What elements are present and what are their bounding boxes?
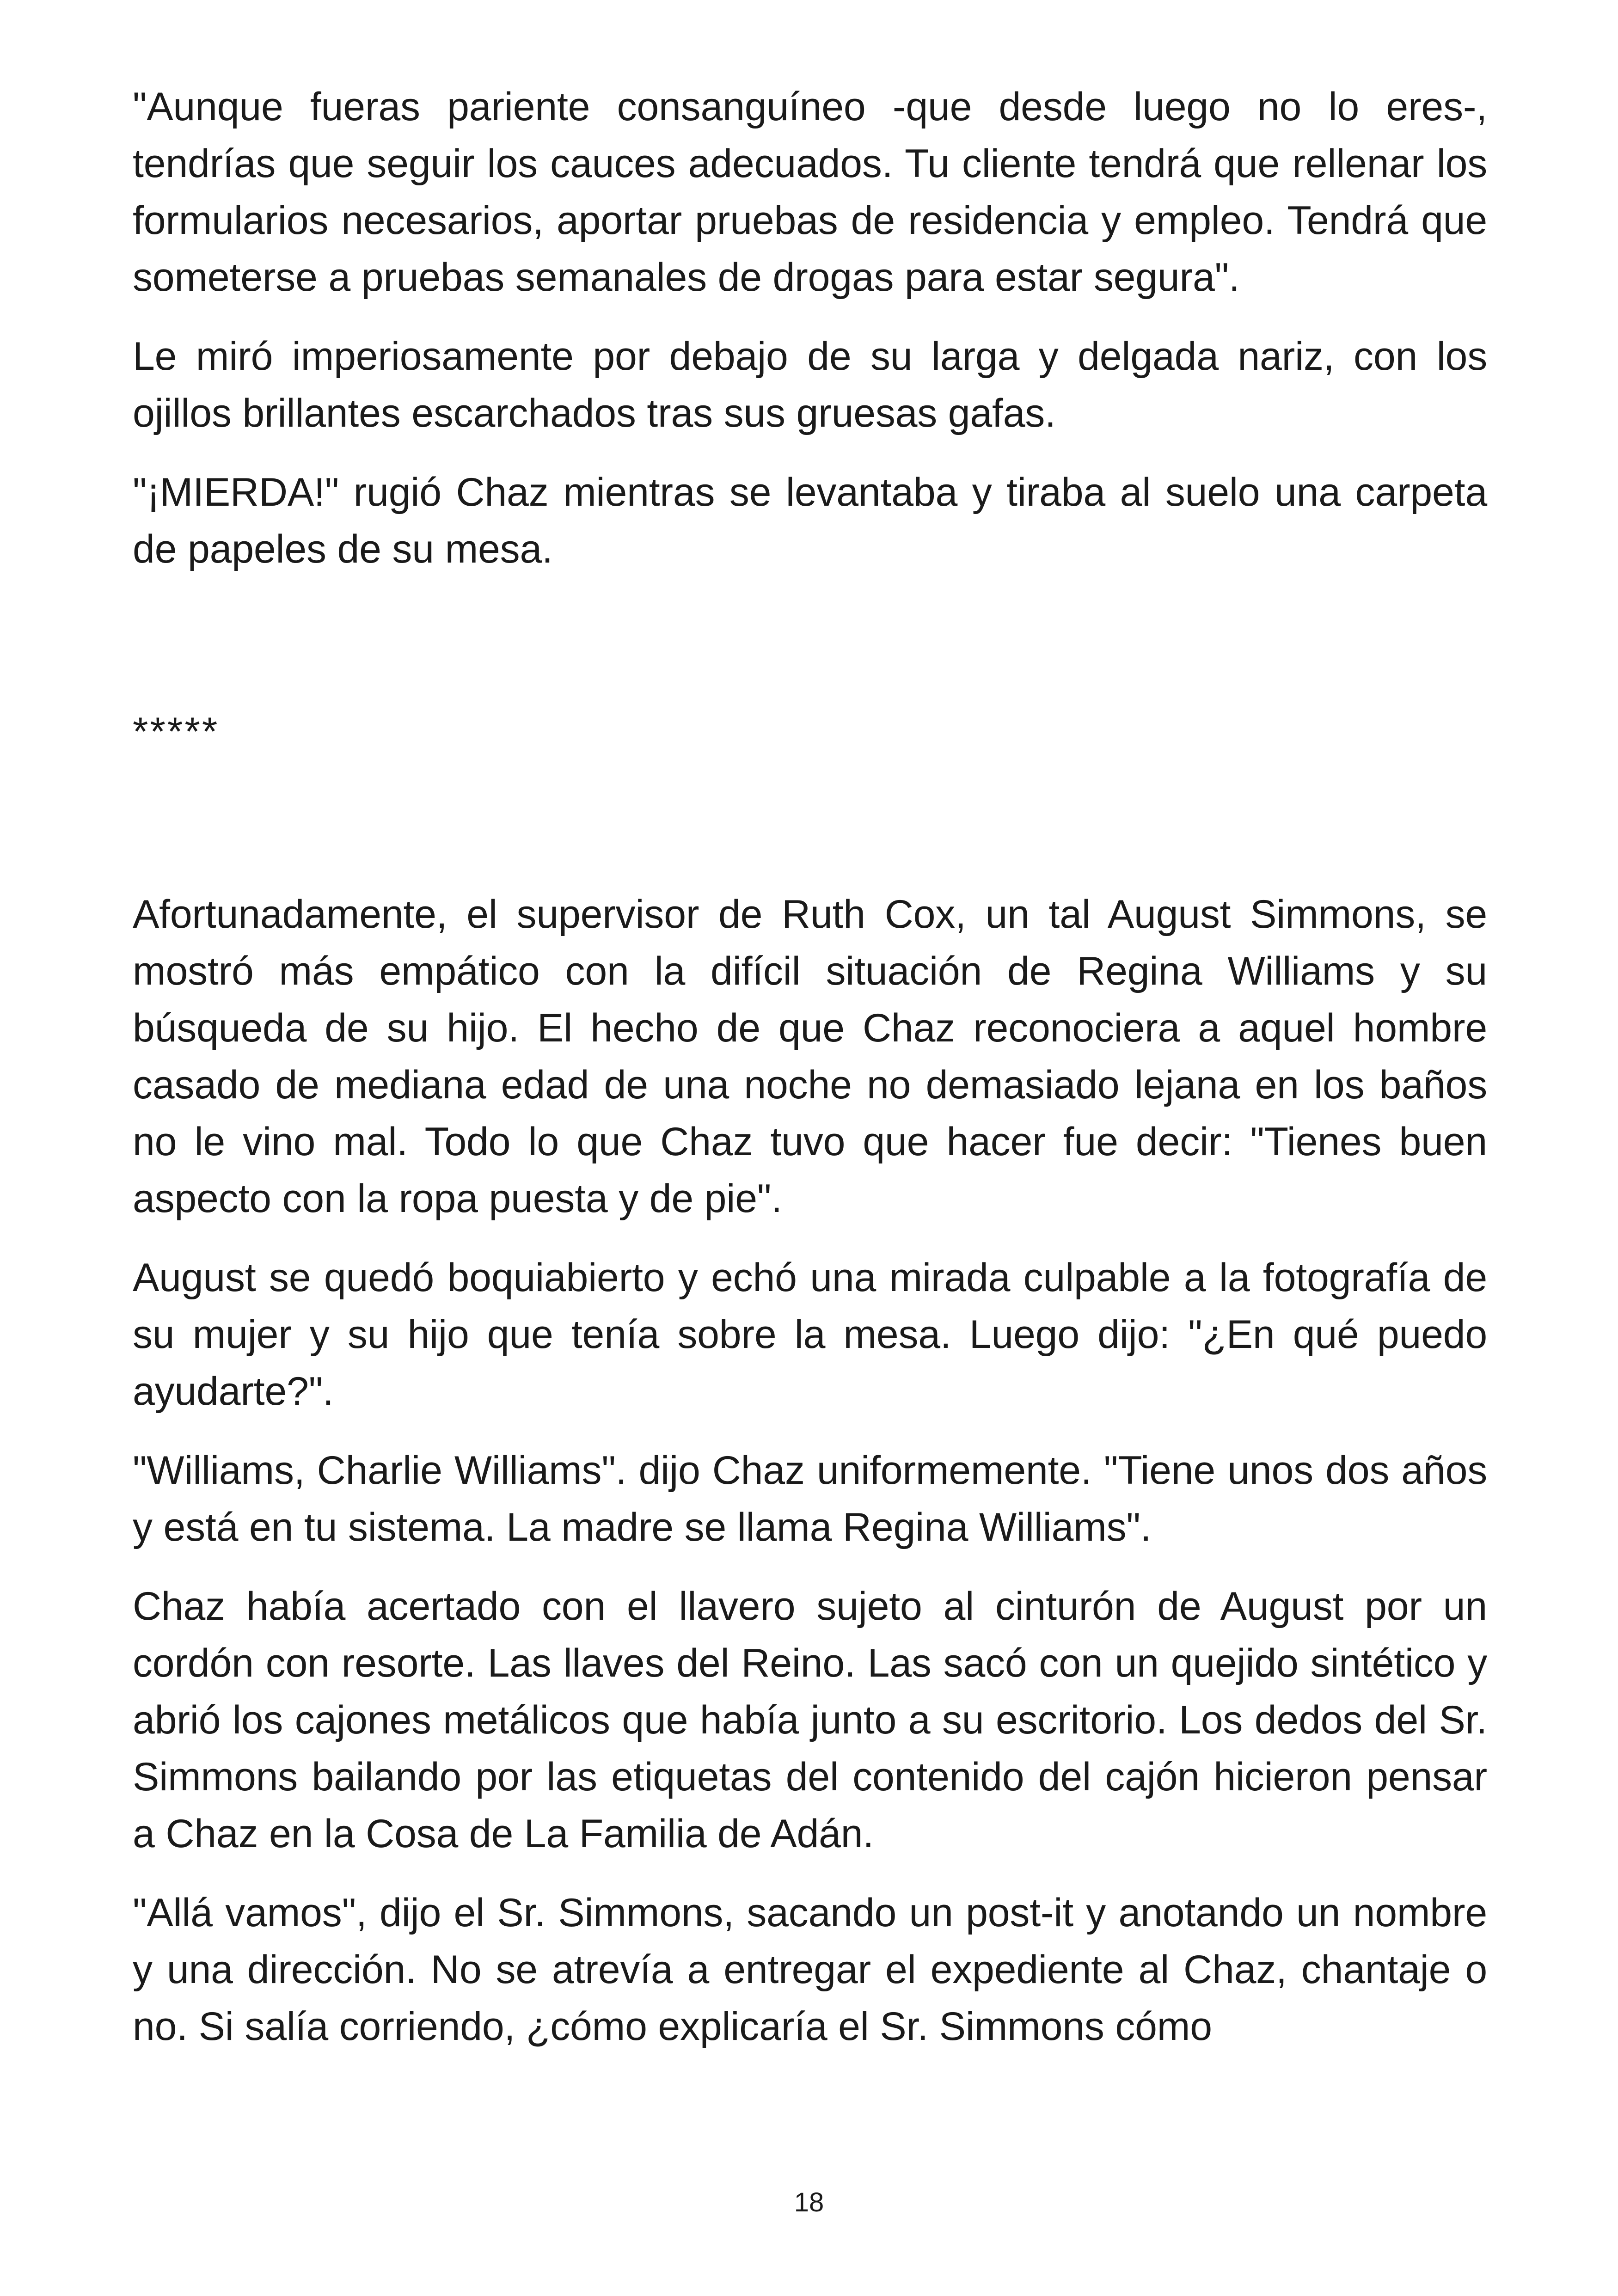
paragraph-7: Chaz había acertado con el llavero sujeto al cinturón de August por un cordón con resorte. Las llaves del Reino. Las sacó con un quejido sintético y abrió los cajones metálicos que había junto a su escritorio. Los dedos del Sr. Simmons bailando por las etiquetas del contenido del cajón hicieron pensar a Chaz en la Cosa de La Familia de Adán. — [133, 1584, 1487, 1856]
paragraph-4: Afortunadamente, el supervisor de Ruth Cox, un tal August Simmons, se mostró más empático con la difícil situación de Regina Williams y su búsqueda de su hijo. El hecho de que Chaz reconociera a aquel hombre casado de mediana edad de una noche no demasiado lejana en los baños no le vino mal. Todo lo que Chaz tuvo que hacer fue decir: "Tienes buen aspecto con la ropa puesta y de pie". — [133, 892, 1487, 1221]
page-number: 18 — [794, 2187, 824, 2217]
paragraph-6: "Williams, Charlie Williams". dijo Chaz uniformemente. "Tiene unos dos años y está en tu sistema. La madre se llama Regina Williams". — [133, 1448, 1487, 1549]
paragraph-3: "¡MIERDA!" rugió Chaz mientras se levantaba y tiraba al suelo una carpeta de papeles de su mesa. — [133, 470, 1487, 571]
paragraph-5: August se quedó boquiabierto y echó una mirada culpable a la fotografía de su mujer y su hijo que tenía sobre la mesa. Luego dijo: "¿En qué puedo ayudarte?". — [133, 1255, 1487, 1414]
scene-break: ***** — [133, 710, 220, 754]
paragraph-2: Le miró imperiosamente por debajo de su larga y delgada nariz, con los ojillos brillantes escarchados tras sus gruesas gafas. — [133, 334, 1487, 435]
document-page — [133, 79, 1487, 2077]
paragraph-1: "Aunque fueras pariente consanguíneo -que desde luego no lo eres-, tendrías que seguir los cauces adecuados. Tu cliente tendrá que rellenar los formularios necesarios, aportar pruebas de residencia y empleo. Tendrá que someterse a pruebas semanales de drogas para estar segura". — [133, 85, 1487, 300]
paragraph-8: "Allá vamos", dijo el Sr. Simmons, sacando un post-it y anotando un nombre y una dirección. No se atrevía a entregar el expediente al Chaz, chantaje o no. Si salía corriendo, ¿cómo explicaría el Sr. Simmons cómo — [133, 1891, 1487, 2049]
